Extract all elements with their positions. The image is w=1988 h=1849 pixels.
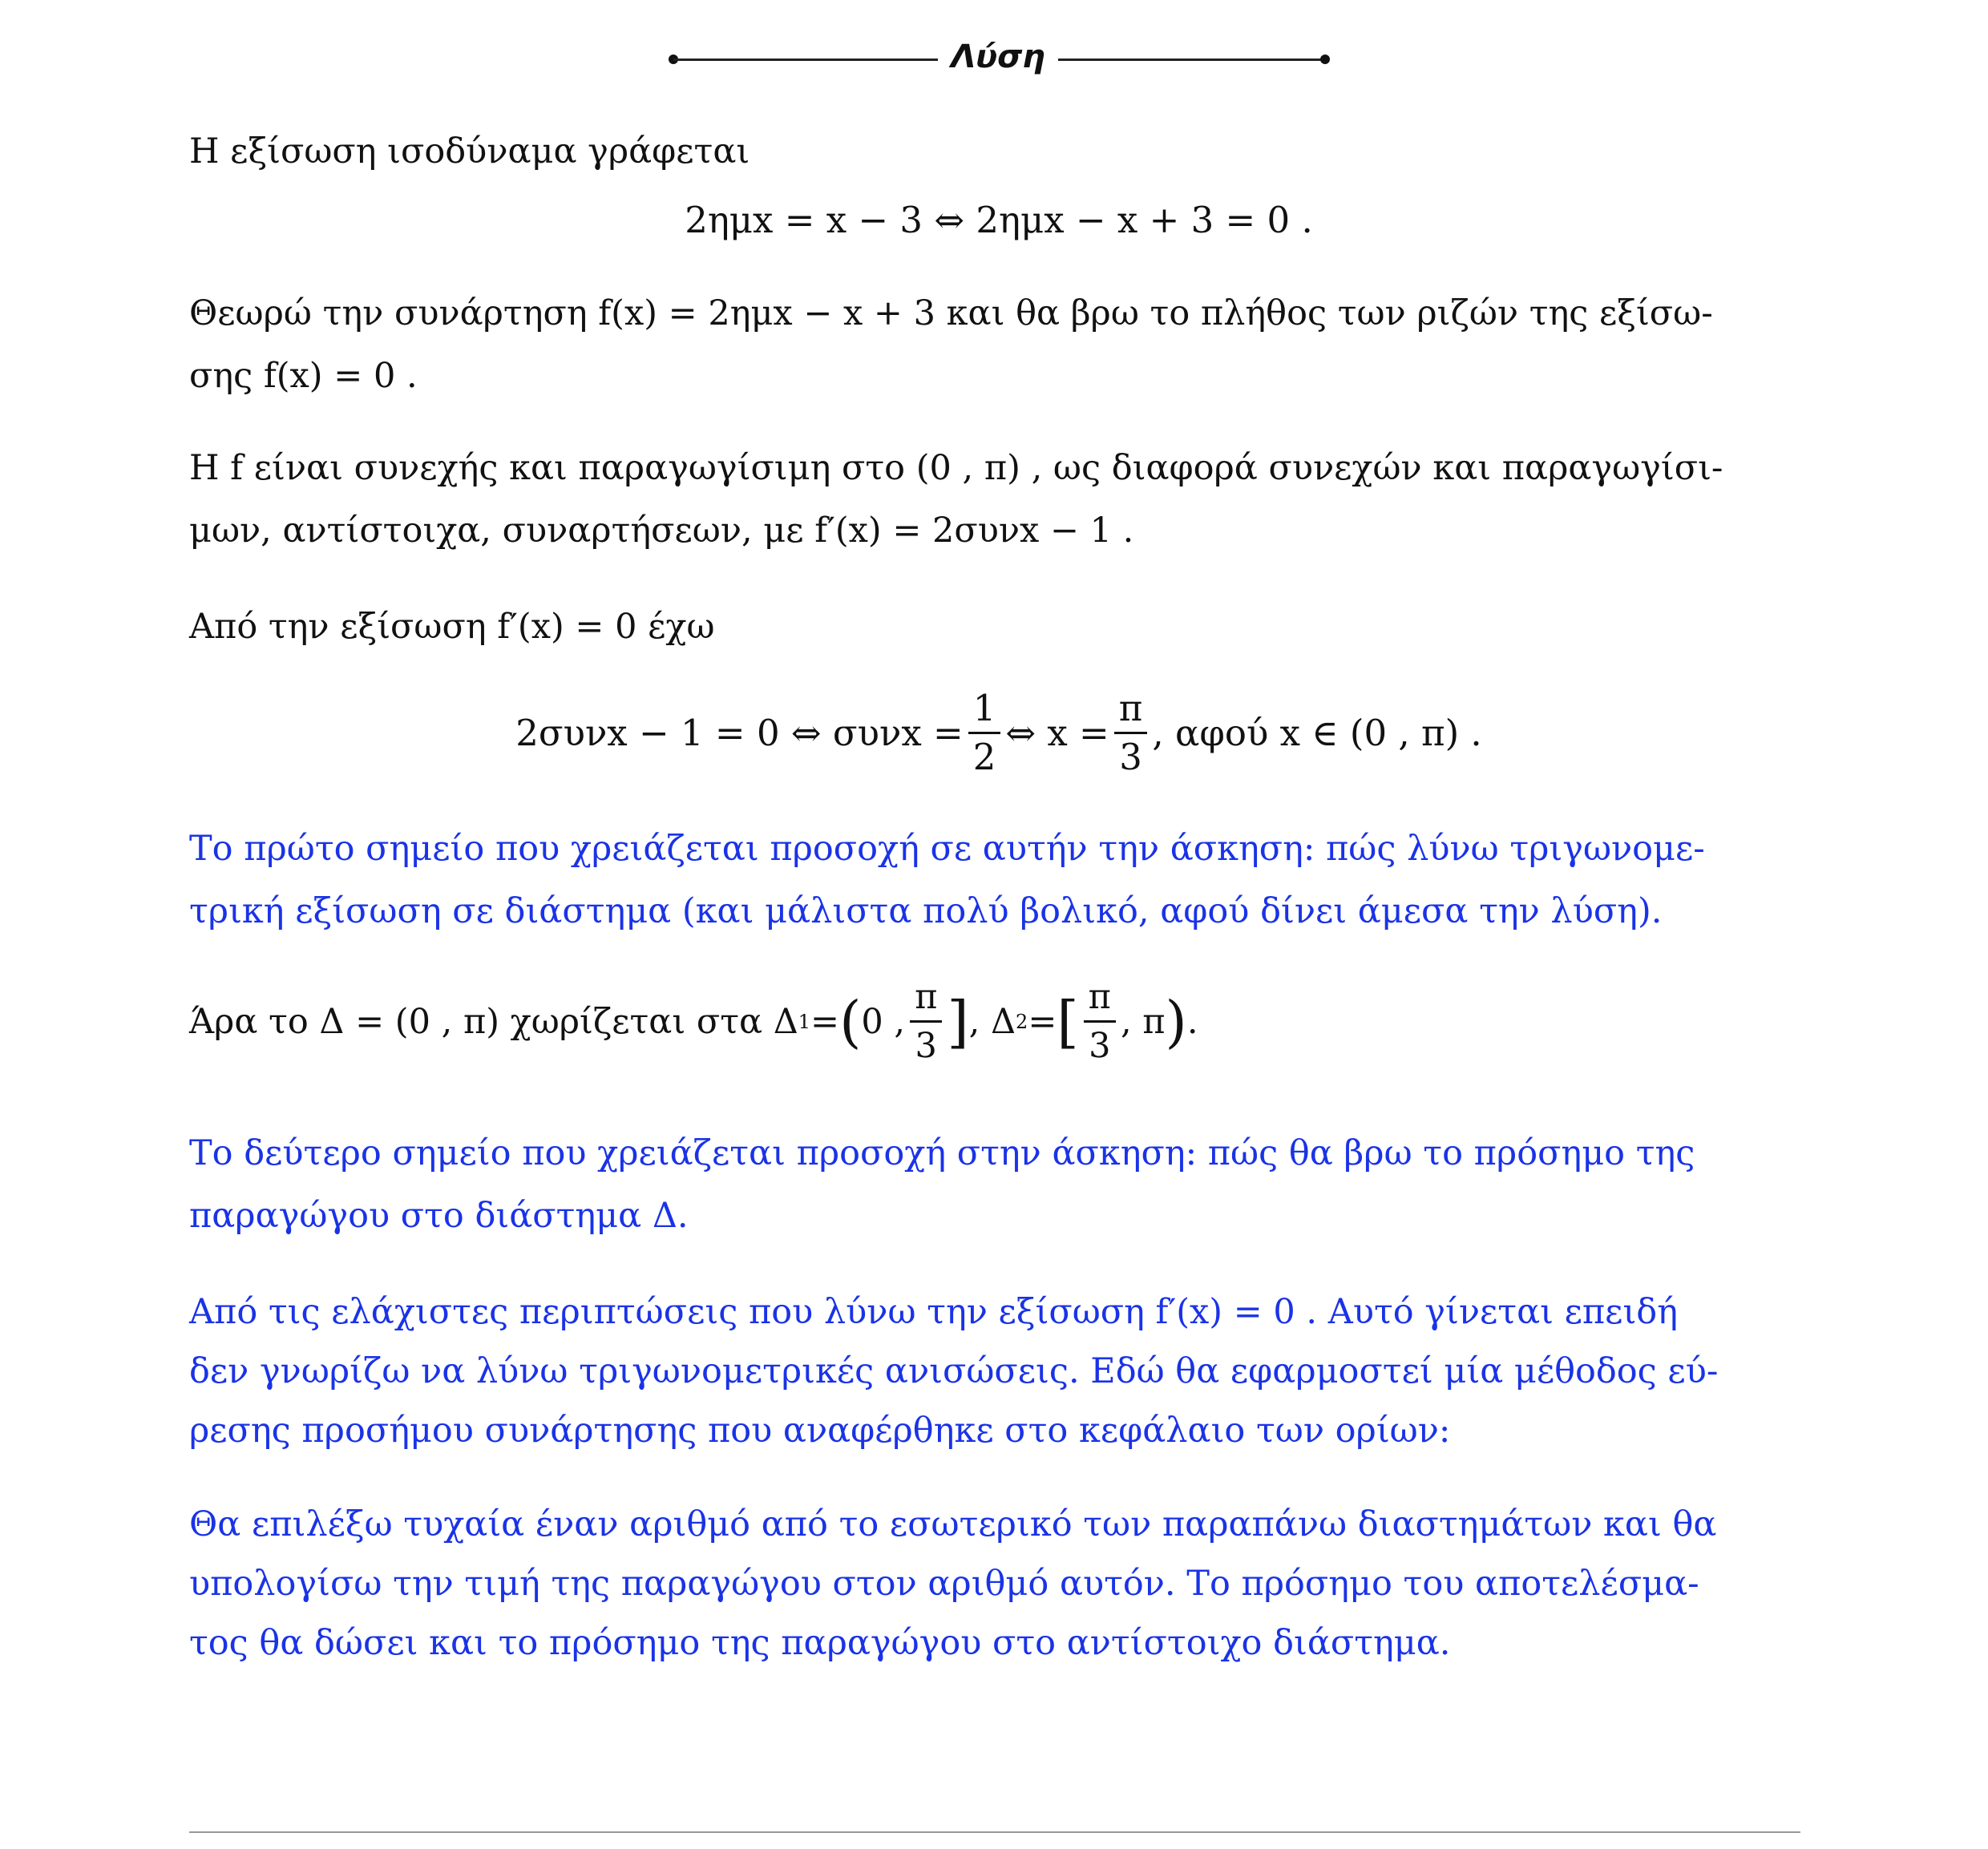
split-period: .: [1186, 1001, 1198, 1042]
solution-header: [665, 32, 1331, 88]
note-line: Από τις ελάχιστες περιπτώσεις που λύνω την εξίσωση f′(x) = 0 . Αυτό γίνεται επειδή: [189, 1292, 1678, 1332]
subscript-1: 1: [798, 1010, 811, 1033]
fraction-one-half: [968, 685, 1001, 781]
split-text: Άρα το Δ = (0 , π) χωρίζεται στα Δ: [189, 1001, 798, 1042]
paragraph-interval-split: [189, 974, 1808, 1069]
split-text: , Δ: [968, 1001, 1016, 1042]
paragraph-line: σης f(x) = 0 .: [189, 356, 418, 396]
interval-2-right: , π: [1120, 1001, 1166, 1042]
note-line: δεν γνωρίζω να λύνω τριγωνομετρικές ανισώσεις. Εδώ θα εφαρμοστεί μία μέθοδος εύ-: [189, 1351, 1719, 1391]
subscript-2: 2: [1016, 1010, 1028, 1033]
interval-2-close-bracket: ): [1165, 988, 1187, 1055]
fraction-denominator: 3: [1089, 1026, 1111, 1066]
note-second-point: [189, 1122, 1808, 1247]
fraction-numerator: π: [1118, 687, 1143, 729]
note-line: υπολογίσω την τιμή της παραγώγου στον αριθμό αυτόν. Το πρόσημο του αποτελέσμα-: [189, 1564, 1699, 1604]
header-rule-left: [673, 59, 938, 61]
paragraph-function-definition: [189, 282, 1808, 407]
interval-2-fraction: [1084, 974, 1116, 1069]
equation-2: [189, 685, 1808, 781]
fraction-denominator: 3: [915, 1026, 937, 1066]
footer-divider: [189, 1831, 1800, 1833]
note-line: Το δεύτερο σημείο που χρειάζεται προσοχή στην άσκηση: πώς θα βρω το πρόσημο της: [189, 1133, 1695, 1173]
paragraph-continuity: [189, 437, 1808, 562]
split-equals: =: [1028, 1001, 1057, 1042]
paragraph-line: Θεωρώ την συνάρτηση f(x) = 2ημx − x + 3 και θα βρω το πλήθος των ριζών της εξίσω-: [189, 293, 1713, 333]
intro-text: Η εξίσωση ισοδύναμα γράφεται: [189, 131, 750, 172]
equation-2-part: 2συνx − 1 = 0 ⇔ συνx =: [515, 712, 964, 754]
note-line: Το πρώτο σημείο που χρειάζεται προσοχή σε αυτήν την άσκηση: πώς λύνω τριγωνομε-: [189, 829, 1705, 869]
equation-2-part: ⇔ x =: [1005, 712, 1109, 754]
interval-2-open-bracket: [: [1057, 988, 1079, 1055]
note-line: Θα επιλέξω τυχαία έναν αριθμό από το εσωτερικό των παραπάνω διαστημάτων και θα: [189, 1504, 1717, 1544]
interval-1-open-bracket: (: [839, 988, 862, 1055]
paragraph-line: μων, αντίστοιχα, συναρτήσεων, με f′(x) = 2συνx − 1 .: [189, 511, 1134, 551]
split-equals: =: [810, 1001, 840, 1042]
solution-title: Λύση: [951, 38, 1045, 75]
note-line: τος θα δώσει και το πρόσημο της παραγώγου στο αντίστοιχο διάστημα.: [189, 1623, 1451, 1663]
equation-1: 2ημx = x − 3 ⇔ 2ημx − x + 3 = 0 .: [685, 199, 1313, 241]
note-line: παραγώγου στο διάστημα Δ.: [189, 1196, 689, 1236]
note-line: τρική εξίσωση σε διάστημα (και μάλιστα πολύ βολικό, αφού δίνει άμεσα την λύση).: [189, 891, 1663, 931]
paragraph-line: Η f είναι συνεχής και παραγωγίσιμη στο (0 , π) , ως διαφορά συνεχών και παραγωγίσι-: [189, 448, 1723, 488]
paragraph-derivative-equation: Από την εξίσωση f′(x) = 0 έχω: [189, 607, 715, 647]
note-line: ρεσης προσήμου συνάρτησης που αναφέρθηκε στο κεφάλαιο των ορίων:: [189, 1411, 1451, 1451]
fraction-pi-over-3: [1114, 685, 1148, 781]
header-rule-right: [1058, 59, 1323, 61]
note-random-point: [189, 1495, 1808, 1673]
note-method: [189, 1282, 1808, 1460]
header-dot-right: [1320, 55, 1330, 64]
fraction-denominator: 2: [972, 736, 996, 778]
fraction-denominator: 3: [1119, 736, 1142, 778]
interval-1-fraction: [910, 974, 942, 1069]
fraction-numerator: 1: [972, 687, 996, 729]
fraction-numerator: π: [1088, 977, 1111, 1017]
note-first-point: [189, 818, 1808, 943]
interval-1-left: 0 ,: [861, 1001, 906, 1042]
interval-1-close-bracket: ]: [947, 988, 969, 1055]
fraction-numerator: π: [915, 977, 938, 1017]
equation-2-part: , αφού x ∈ (0 , π) .: [1152, 712, 1482, 754]
